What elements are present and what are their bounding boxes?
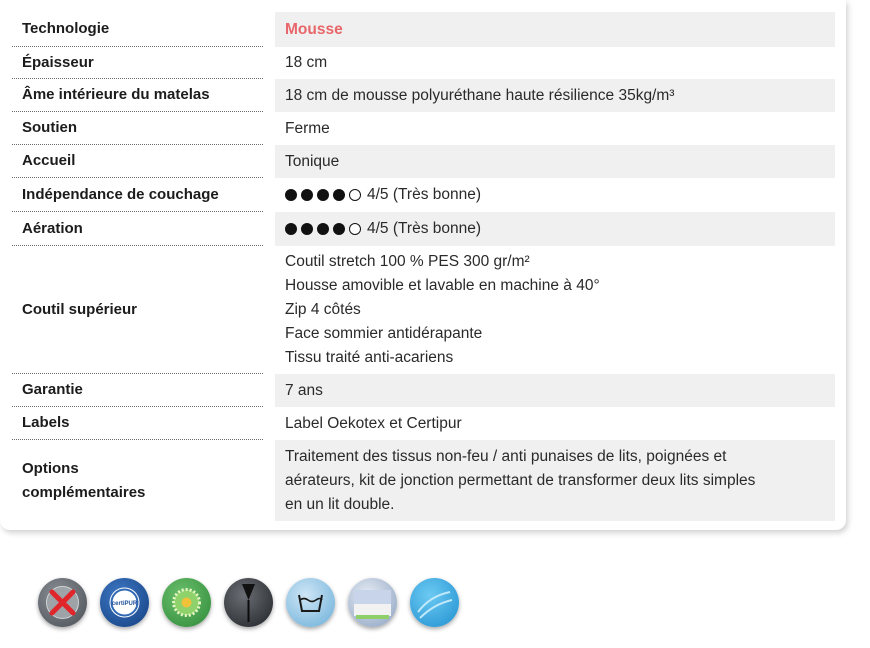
row-labels — [12, 407, 835, 440]
row-coutil — [12, 246, 835, 374]
label-garantie: Garantie — [12, 374, 263, 407]
zip-icon — [224, 578, 273, 627]
value-options — [275, 440, 835, 521]
row-epaisseur — [12, 47, 835, 79]
coutil-line: Coutil stretch 100 % PES 300 gr/m² — [285, 253, 530, 270]
label-options — [12, 440, 263, 521]
value-garantie: 7 ans — [275, 374, 835, 407]
empty-dot-icon — [349, 223, 361, 235]
filled-dot-icon — [285, 189, 297, 201]
value-technologie-text: Mousse — [285, 20, 343, 38]
row-options — [12, 440, 835, 521]
filled-dot-icon — [301, 223, 313, 235]
filled-dot-icon — [333, 223, 345, 235]
row-independance — [12, 178, 835, 212]
coutil-line: Housse amovible et lavable en machine à 40° — [285, 277, 600, 294]
anti-mite-icon — [38, 578, 87, 627]
breathable-fabric-icon — [410, 578, 459, 627]
foam-layer-icon — [348, 578, 397, 627]
row-aeration — [12, 212, 835, 246]
label-independance: Indépendance de couchage — [12, 178, 263, 212]
value-technologie — [275, 12, 835, 47]
value-aeration — [275, 212, 835, 246]
coutil-line: Zip 4 côtés — [285, 301, 361, 318]
rating-dots — [285, 189, 361, 201]
label-aeration: Aération — [12, 212, 263, 246]
value-labels: Label Oekotex et Certipur — [285, 414, 462, 432]
label-options-line: Options — [22, 459, 79, 477]
coutil-line: Face sommier antidérapante — [285, 325, 483, 342]
row-technologie — [12, 12, 835, 47]
filled-dot-icon — [317, 189, 329, 201]
filled-dot-icon — [301, 189, 313, 201]
options-line: Traitement des tissus non-feu / anti punaises de lits, poignées et — [285, 447, 727, 465]
empty-dot-icon — [349, 189, 361, 201]
options-line: en un lit double. — [285, 495, 395, 513]
row-accueil — [12, 145, 835, 178]
washable-icon — [286, 578, 335, 627]
filled-dot-icon — [333, 189, 345, 201]
rating-dots — [285, 223, 361, 235]
feature-icons — [38, 578, 459, 627]
label-ame-interieure: Âme intérieure du matelas — [12, 79, 263, 112]
label-coutil: Coutil supérieur — [12, 246, 263, 374]
label-epaisseur: Épaisseur — [12, 47, 263, 79]
row-soutien — [12, 112, 835, 145]
row-ame-interieure — [12, 79, 835, 112]
filled-dot-icon — [285, 223, 297, 235]
spec-table — [12, 12, 835, 521]
label-labels: Labels — [12, 407, 263, 440]
natural-fiber-icon — [162, 578, 211, 627]
value-epaisseur: 18 cm — [285, 54, 328, 71]
label-options-line: complémentaires — [22, 483, 146, 501]
certipur-icon — [100, 578, 149, 627]
label-soutien: Soutien — [12, 112, 263, 145]
filled-dot-icon — [317, 223, 329, 235]
value-soutien: Ferme — [285, 119, 330, 137]
rating-text: 4/5 (Très bonne) — [367, 186, 482, 203]
value-independance — [275, 178, 835, 212]
value-ame-interieure: 18 cm de mousse polyuréthane haute résilience 35kg/m³ — [275, 79, 835, 112]
rating-text: 4/5 (Très bonne) — [367, 220, 482, 237]
coutil-line: Tissu traité anti-acariens — [285, 349, 454, 366]
label-accueil: Accueil — [12, 145, 263, 178]
value-accueil: Tonique — [275, 145, 835, 178]
certipur-text: certiPUR — [111, 601, 138, 607]
row-garantie — [12, 374, 835, 407]
label-technologie: Technologie — [12, 12, 263, 47]
options-line: aérateurs, kit de jonction permettant de transformer deux lits simples — [285, 471, 756, 489]
value-coutil — [275, 246, 835, 374]
